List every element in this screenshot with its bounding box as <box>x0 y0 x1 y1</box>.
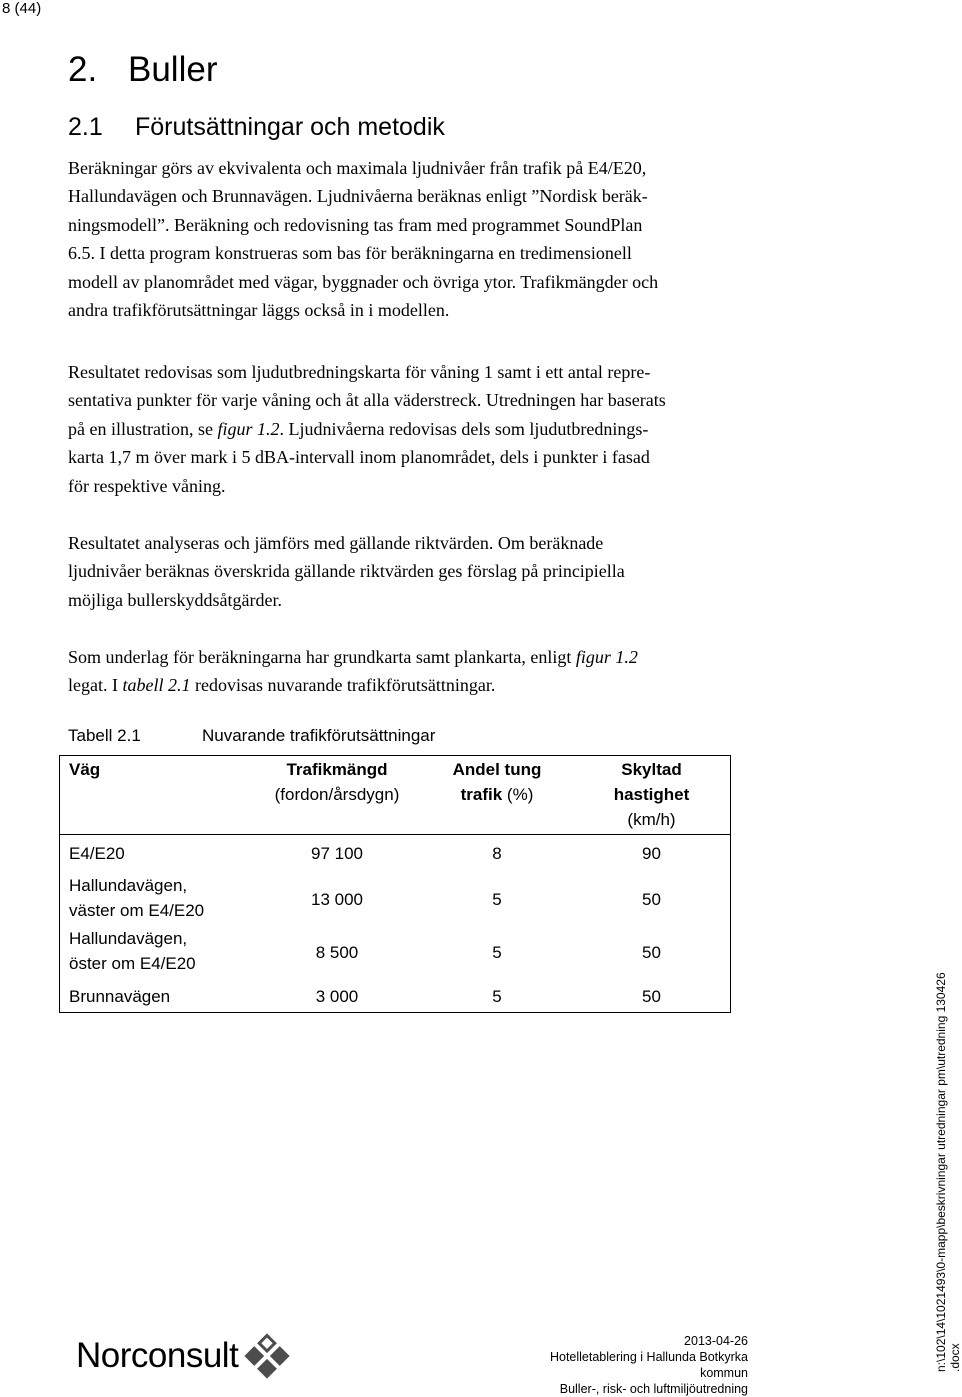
table-row <box>59 835 731 874</box>
cell-road: Hallundavägen, öster om E4/E20 <box>69 929 196 973</box>
text-line: ljudnivåer beräknas överskrida gällande riktvärden ges förslag på principiella <box>68 561 625 582</box>
text-line: möjliga bullerskyddsåtgärder. <box>68 589 282 610</box>
text-line: 6.5. I detta program konstrueras som bas för beräkningarna en tredimensionell <box>68 243 632 264</box>
file-path-extension: .docx <box>948 1343 962 1372</box>
cell-speed: 50 <box>642 889 661 909</box>
table-reference: tabell 2.1 <box>122 675 191 696</box>
cell-road: E4/E20 <box>59 835 252 874</box>
chapter-title: Buller <box>128 50 218 89</box>
text-line: Beräkningar görs av ekvivalenta och maximala ljudnivåer från trafik på E4/E20, <box>68 158 647 178</box>
header-traffic: Trafikmängd (fordon/årsdygn) <box>274 760 400 804</box>
table-caption <box>68 726 435 746</box>
text-line: redovisas nuvarande trafikförutsättningar. <box>190 675 496 696</box>
file-path-line: n:\102\14\1021493\0-mapp\beskrivningar utredningar pm\utredning 130426 <box>934 972 948 1372</box>
header-heavy-traffic: Andel tung trafik (%) <box>452 760 542 804</box>
table-row <box>59 873 731 926</box>
text-line: Hallundavägen och Brunnavägen. Ljudnivåerna beräknas enligt ”Nordisk beräk- <box>68 186 648 207</box>
table-caption-label: Tabell 2.1 <box>68 726 141 745</box>
footer <box>516 1333 748 1397</box>
header-road: Väg <box>69 760 101 779</box>
figure-reference: figur 1.2 <box>575 647 638 667</box>
text-line: karta 1,7 m över mark i 5 dBA-intervall inom planområdet, dels i punkter i fasad <box>68 447 650 468</box>
paragraph-method <box>68 154 738 324</box>
cell-speed: 90 <box>572 835 731 874</box>
footer-report: Buller-, risk- och luftmiljöutredning <box>559 1382 748 1396</box>
chapter-number: 2. <box>68 50 98 89</box>
table-header-row <box>59 755 731 835</box>
logo-wordmark: Norconsult <box>76 1336 239 1375</box>
section-number: 2.1 <box>68 113 103 141</box>
traffic-table <box>59 755 731 1019</box>
file-path-sidebar <box>934 972 962 1372</box>
figure-reference: figur 1.2 <box>217 418 280 439</box>
chapter-heading <box>68 50 217 90</box>
cell-traffic: 97 100 <box>252 835 422 874</box>
table-caption-title: Nuvarande trafikförutsättningar <box>202 726 436 745</box>
text-line: modell av planområdet med vägar, byggnader och övriga ytor. Trafikmängder och <box>68 271 659 292</box>
section-title: Förutsättningar och metodik <box>135 113 445 141</box>
text-line: andra trafikförutsättningar läggs också in i modellen. <box>68 300 450 321</box>
cell-road: Brunnavägen <box>69 987 171 1006</box>
cell-heavy: 8 <box>422 835 572 874</box>
cell-traffic: 8 500 <box>315 942 359 962</box>
page-number: 8 (44) <box>2 0 42 17</box>
footer-project: Hotelletablering i Hallunda Botkyrka kommun <box>549 1350 748 1380</box>
text-line: Resultatet analyseras och jämförs med gällande riktvärden. Om beräknade <box>68 533 604 553</box>
paragraph-results <box>68 358 738 500</box>
table-row <box>59 926 731 979</box>
text-line: Som underlag för beräkningarna har grundkarta samt plankarta, enligt <box>68 647 576 667</box>
cell-traffic: 13 000 <box>311 889 363 909</box>
cell-speed: 50 <box>642 987 661 1006</box>
text-line: Resultatet redovisas som ljudutbredningskarta för våning 1 samt i ett antal repre- <box>68 362 651 382</box>
cell-road: Hallundavägen, väster om E4/E20 <box>69 876 205 920</box>
cell-heavy: 5 <box>492 942 502 962</box>
section-heading <box>68 113 445 142</box>
footer-date: 2013-04-26 <box>684 1334 748 1348</box>
text-line: . Ljudnivåerna redovisas dels som ljudutbrednings- <box>279 418 649 439</box>
paragraph-analysis <box>68 529 738 614</box>
table-row <box>59 979 731 1019</box>
cell-traffic: 3 000 <box>315 987 359 1006</box>
text-line: ningsmodell”. Beräkning och redovisning tas fram med programmet SoundPlan <box>68 214 643 235</box>
cell-heavy: 5 <box>492 987 502 1006</box>
text-line: sentativa punkter för varje våning och åt alla väderstreck. Utredningen har baserats <box>68 390 666 411</box>
cell-speed: 50 <box>642 942 661 962</box>
text-line: legat. I <box>68 675 123 696</box>
logo-diamond-icon <box>244 1333 290 1379</box>
norconsult-logo <box>76 1333 290 1379</box>
header-speed: Skyltad hastighet (km/h) <box>613 760 690 829</box>
paragraph-basis <box>68 643 738 700</box>
text-line: för respektive våning. <box>68 475 226 496</box>
text-line: på en illustration, se <box>68 418 218 439</box>
cell-heavy: 5 <box>492 889 502 909</box>
